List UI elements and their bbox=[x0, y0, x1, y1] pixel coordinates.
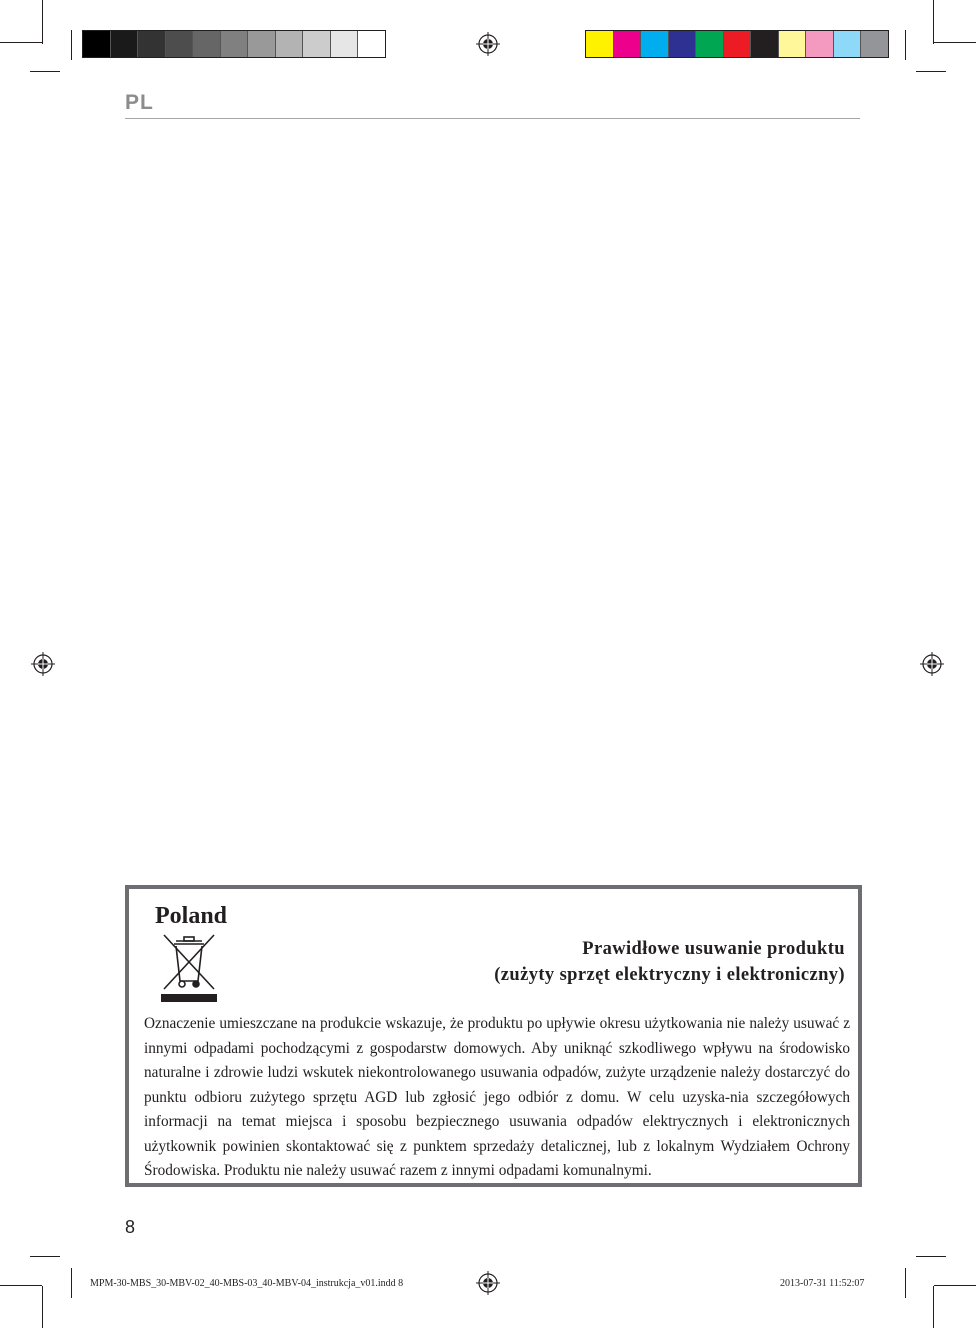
header-divider bbox=[125, 118, 860, 119]
registration-mark-icon bbox=[31, 652, 55, 676]
crop-mark bbox=[71, 1268, 72, 1298]
registration-mark-icon bbox=[476, 1271, 500, 1295]
crop-mark bbox=[905, 1268, 906, 1298]
crop-mark bbox=[905, 30, 906, 60]
print-file-info: MPM-30-MBS_30-MBV-02_40-MBS-03_40-MBV-04_instrukcja_v01.indd 8 bbox=[90, 1278, 404, 1289]
color-swatch bbox=[806, 31, 834, 57]
color-swatch bbox=[111, 31, 139, 57]
crop-mark bbox=[0, 1285, 42, 1286]
color-swatch bbox=[83, 31, 111, 57]
crop-mark bbox=[933, 0, 934, 44]
notice-body: Oznaczenie umieszczane na produkcie wskazuje, że produktu po upływie okresu użytkowania nie należy usuwać z innymi odpadami pochodzącymi z gospodarstw domowych. Aby uniknąć szkodliwego wpływu na środowisko naturalne i zdrowie ludzi wskutek niekontrolowanego usuwania odpadów, zużyte urządzenie należy dostarczyć do punktu odbioru zużytego sprzętu AGD lub zgłosić jego odbiór z domu. W celu uzyska-nia szczegółowych informacji na temat miejsca i sposobu bezpiecznego usuwania odpadów elektrycznych i elektronicznych użytkownik powinien skontaktować się z punktem sprzedaży detalicznej, lub z lokalnym Wydziałem Ochrony Środowiska. Produktu nie należy usuwać razem z innymi odpadami komunalnymi. bbox=[144, 1015, 850, 1179]
grayscale-color-bar bbox=[82, 30, 386, 58]
crossed-out-wheelie-bin-icon bbox=[160, 933, 218, 1003]
language-label: PL bbox=[125, 91, 154, 114]
page-number: 8 bbox=[125, 1217, 136, 1237]
crop-mark bbox=[42, 0, 43, 44]
color-swatch bbox=[641, 31, 669, 57]
notice-title bbox=[494, 936, 845, 988]
crop-mark bbox=[933, 1286, 934, 1328]
crop-mark bbox=[916, 1256, 946, 1257]
color-swatch bbox=[696, 31, 724, 57]
color-swatch bbox=[669, 31, 697, 57]
print-timestamp: 2013-07-31 11:52:07 bbox=[780, 1278, 865, 1289]
color-swatch bbox=[248, 31, 276, 57]
crop-mark bbox=[934, 1285, 976, 1286]
color-swatch bbox=[138, 31, 166, 57]
weee-disposal-notice bbox=[125, 885, 862, 1187]
crop-mark bbox=[30, 71, 60, 72]
color-swatch bbox=[358, 31, 385, 57]
color-swatch bbox=[724, 31, 752, 57]
process-color-bar bbox=[585, 30, 889, 58]
color-swatch bbox=[779, 31, 807, 57]
country-heading: Poland bbox=[155, 903, 228, 929]
color-swatch bbox=[861, 31, 888, 57]
color-swatch bbox=[331, 31, 359, 57]
notice-title-line-2: (zużyty sprzęt elektryczny i elektroniczny) bbox=[494, 965, 845, 985]
color-swatch bbox=[221, 31, 249, 57]
registration-mark-icon bbox=[920, 652, 944, 676]
registration-mark-icon bbox=[476, 32, 500, 56]
color-swatch bbox=[166, 31, 194, 57]
crop-mark bbox=[30, 1256, 60, 1257]
color-swatch bbox=[614, 31, 642, 57]
color-swatch bbox=[193, 31, 221, 57]
color-swatch bbox=[303, 31, 331, 57]
crop-mark bbox=[916, 71, 946, 72]
crop-mark bbox=[934, 42, 976, 43]
color-swatch bbox=[834, 31, 862, 57]
crop-mark bbox=[42, 1286, 43, 1328]
color-swatch bbox=[751, 31, 779, 57]
crop-mark bbox=[71, 30, 72, 60]
color-swatch bbox=[586, 31, 614, 57]
color-swatch bbox=[276, 31, 304, 57]
crop-mark bbox=[0, 42, 42, 43]
notice-title-line-1: Prawidłowe usuwanie produktu bbox=[582, 939, 845, 959]
